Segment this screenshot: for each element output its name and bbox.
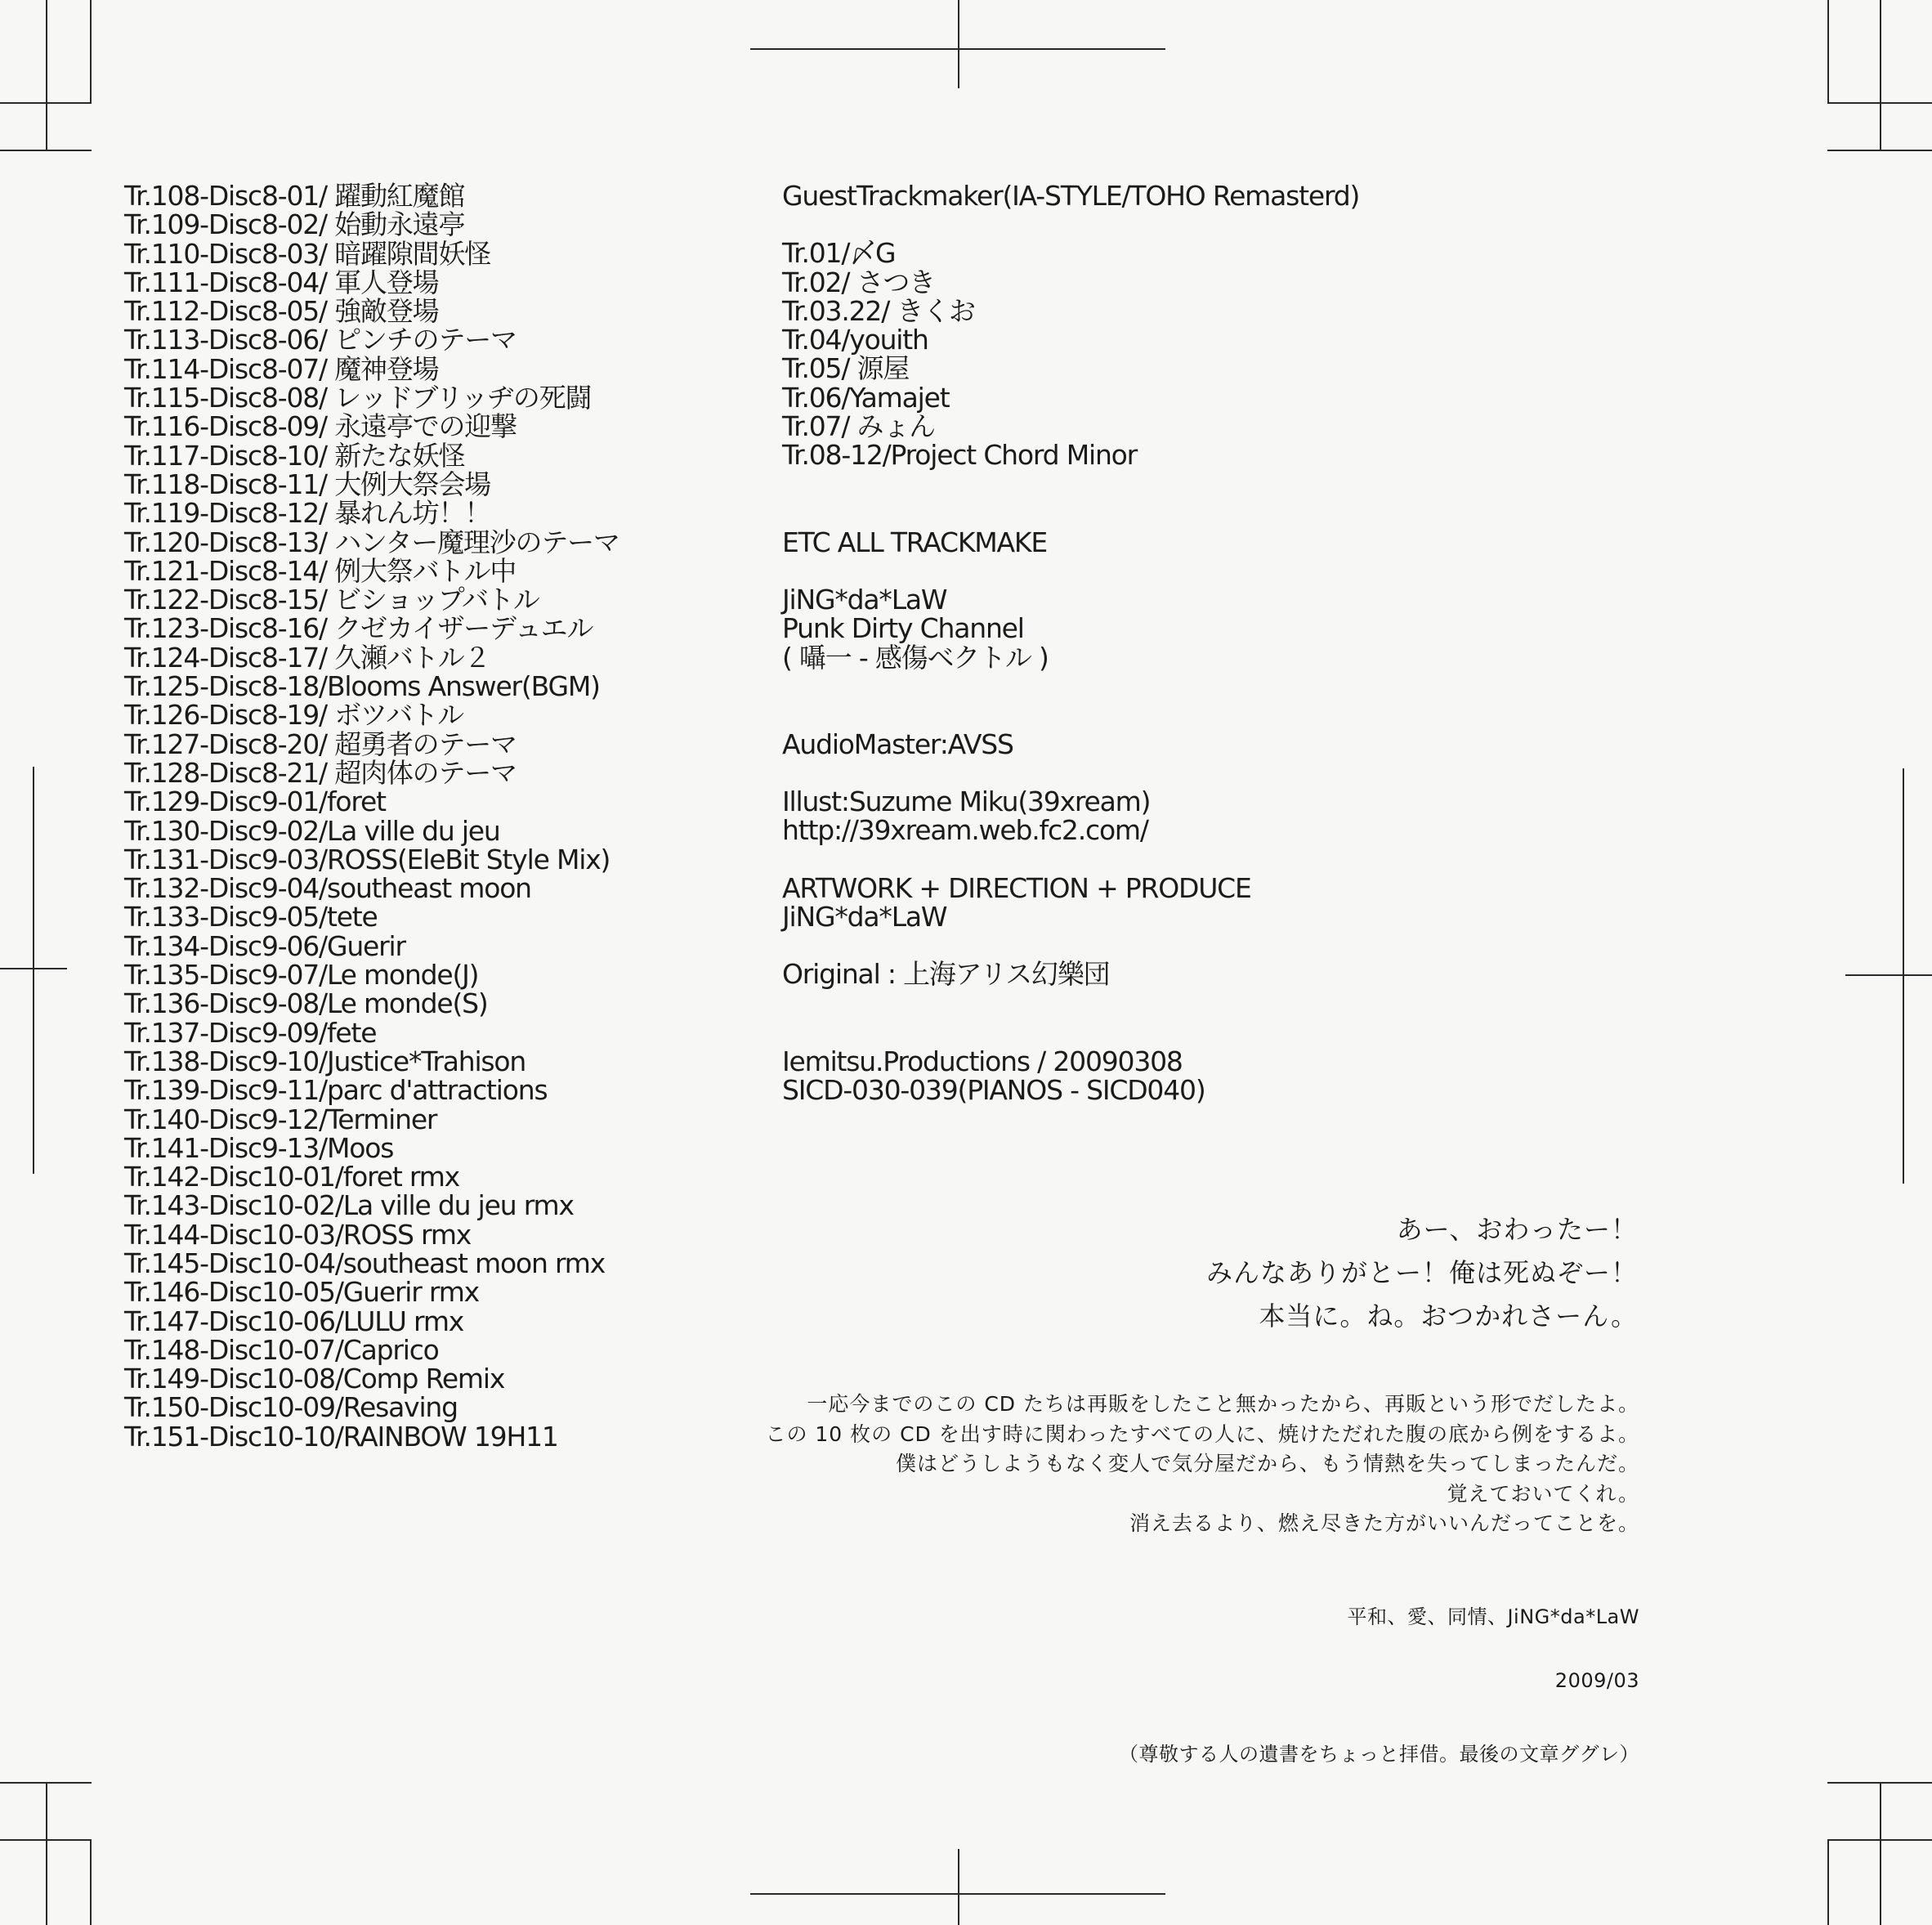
track-list — [124, 181, 794, 1451]
guest-credit: Tr.06/Yamajet — [782, 381, 950, 414]
closing-line: あー、おわったー！ — [1396, 1214, 1638, 1245]
etc-credit: JiNG*da*LaW — [782, 583, 947, 616]
label-credit: Iemitsu.Productions / 20090308 — [782, 1045, 1183, 1077]
guest-credit: Tr.08-12/Project Chord Minor — [782, 439, 1138, 472]
track-item: Tr.140-Disc9-12/Terminer — [124, 1103, 437, 1135]
track-item: Tr.115-Disc8-08/ レッドブリッヂの死闘 — [124, 382, 592, 414]
track-item: Tr.110-Disc8-03/ 暗躍隙間妖怪 — [124, 237, 491, 270]
track-item: Tr.126-Disc8-19/ ボツバトル — [124, 699, 463, 732]
guest-credit: Tr.07/ みょん — [782, 410, 935, 443]
track-item: Tr.119-Disc8-12/ 暴れん坊！！ — [124, 497, 491, 530]
guest-credit: Tr.05/ 源屋 — [782, 352, 910, 385]
afterword — [765, 1390, 1639, 1539]
artwork-heading: ARTWORK + DIRECTION + PRODUCE — [782, 871, 1251, 904]
track-item: Tr.133-Disc9-05/tete — [124, 901, 378, 933]
track-item: Tr.124-Disc8-17/ 久瀬バトル２ — [124, 641, 490, 674]
track-item: Tr.114-Disc8-07/ 魔神登場 — [124, 352, 439, 385]
illustrator: Illust:Suzume Miku(39xream) — [782, 786, 1151, 818]
track-item: Tr.123-Disc8-16/ クゼカイザーデュエル — [124, 612, 593, 645]
track-item: Tr.128-Disc8-21/ 超肉体のテーマ — [124, 756, 517, 789]
closing-line: みんなありがとー！俺は死ぬぞー！ — [1205, 1257, 1638, 1288]
track-item: Tr.148-Disc10-07/Caprico — [124, 1333, 439, 1366]
guest-credit: Tr.02/ さつき — [782, 266, 935, 298]
track-item: Tr.135-Disc9-07/Le monde(J) — [124, 959, 479, 992]
track-item: Tr.151-Disc10-10/RAINBOW 19H11 — [124, 1420, 558, 1453]
track-item: Tr.125-Disc8-18/Blooms Answer(BGM) — [124, 670, 600, 703]
footnote: （尊敬する人の遺書をちょっと拝借。最後の文章ググレ） — [1119, 1743, 1639, 1766]
date: 2009/03 — [1554, 1669, 1639, 1692]
credits-block — [782, 181, 1518, 1104]
track-item: Tr.138-Disc9-10/Justice*Trahison — [124, 1045, 526, 1077]
afterword-line: 一応今までのこの CD たちは再販をしたこと無かったから、再販という形でだしたよ。 — [807, 1392, 1639, 1416]
track-item: Tr.137-Disc9-09/fete — [124, 1016, 377, 1049]
etc-credit: Punk Dirty Channel — [782, 612, 1024, 645]
etc-heading: ETC ALL TRACKMAKE — [782, 526, 1048, 558]
track-item: Tr.118-Disc8-11/ 大例大祭会場 — [124, 468, 491, 500]
guest-credit: Tr.03.22/ きくお — [782, 294, 975, 327]
track-item: Tr.121-Disc8-14/ 例大祭バトル中 — [124, 554, 517, 587]
track-item: Tr.150-Disc10-09/Resaving — [124, 1391, 458, 1424]
track-item: Tr.146-Disc10-05/Guerir rmx — [124, 1276, 479, 1309]
track-item: Tr.116-Disc8-09/ 永遠亭での迎撃 — [124, 410, 517, 443]
afterword-line: 僕はどうしようもなく変人で気分屋だから、もう情熱を失ってしまったんだ。 — [895, 1452, 1639, 1475]
track-item: Tr.144-Disc10-03/ROSS rmx — [124, 1218, 472, 1251]
track-item: Tr.109-Disc8-02/ 始動永遠亭 — [124, 208, 465, 241]
afterword-line: この 10 枚の CD を出す時に関わったすべての人に、焼けただれた腹の底から例をするよ。 — [765, 1421, 1639, 1446]
track-item: Tr.147-Disc10-06/LULU rmx — [124, 1305, 464, 1337]
track-item: Tr.120-Disc8-13/ ハンター魔理沙のテーマ — [124, 526, 619, 558]
catalog-number: SICD-030-039(PIANOS - SICD040) — [782, 1073, 1205, 1106]
original-credit: Original : 上海アリス幻樂団 — [782, 958, 1110, 991]
track-item: Tr.112-Disc8-05/ 強敵登場 — [124, 295, 439, 328]
track-item: Tr.108-Disc8-01/ 躍動紅魔館 — [124, 180, 465, 212]
track-item: Tr.131-Disc9-03/ROSS(EleBit Style Mix) — [124, 843, 610, 875]
audio-master: AudioMaster:AVSS — [782, 727, 1013, 760]
track-item: Tr.136-Disc9-08/Le monde(S) — [124, 987, 488, 1020]
signature: 平和、愛、同情、JiNG*da*LaW — [1347, 1605, 1639, 1628]
illustrator-url: http://39xream.web.fc2.com/ — [782, 814, 1148, 847]
artwork-credit: JiNG*da*LaW — [782, 901, 947, 933]
track-item: Tr.132-Disc9-04/southeast moon — [124, 872, 531, 905]
track-item: Tr.111-Disc8-04/ 軍人登場 — [124, 266, 439, 298]
track-item: Tr.143-Disc10-02/La ville du jeu rmx — [124, 1189, 574, 1222]
track-item: Tr.130-Disc9-02/La ville du jeu — [124, 814, 500, 847]
track-item: Tr.129-Disc9-01/foret — [124, 786, 386, 818]
track-item: Tr.134-Disc9-06/Guerir — [124, 929, 405, 962]
afterword-line: 覚えておいてくれ。 — [1447, 1481, 1639, 1506]
guest-credit: Tr.04/youith — [782, 324, 928, 356]
closing-line: 本当に。ね。おつかれさーん。 — [1259, 1300, 1638, 1332]
track-item: Tr.122-Disc8-15/ ビショップバトル — [124, 584, 539, 616]
etc-credit: ( 囁一 - 感傷ベクトル ) — [782, 641, 1049, 674]
track-item: Tr.113-Disc8-06/ ピンチのテーマ — [124, 324, 517, 356]
closing-message — [1206, 1208, 1638, 1338]
track-item: Tr.142-Disc10-01/foret rmx — [124, 1161, 459, 1193]
guest-credit: Tr.01/〆G — [782, 237, 896, 270]
track-item: Tr.141-Disc9-13/Moos — [124, 1131, 394, 1164]
track-item: Tr.117-Disc8-10/ 新たな妖怪 — [124, 439, 465, 472]
afterword-line: 消え去るより、燃え尽きた方がいいんだってことを。 — [1129, 1511, 1639, 1535]
track-item: Tr.127-Disc8-20/ 超勇者のテーマ — [124, 727, 517, 760]
track-item: Tr.145-Disc10-04/southeast moon rmx — [124, 1247, 606, 1279]
track-item: Tr.149-Disc10-08/Comp Remix — [124, 1363, 505, 1395]
guest-heading: GuestTrackmaker(IA-STYLE/TOHO Remasterd) — [782, 180, 1360, 212]
track-item: Tr.139-Disc9-11/parc d'attractions — [124, 1074, 548, 1107]
